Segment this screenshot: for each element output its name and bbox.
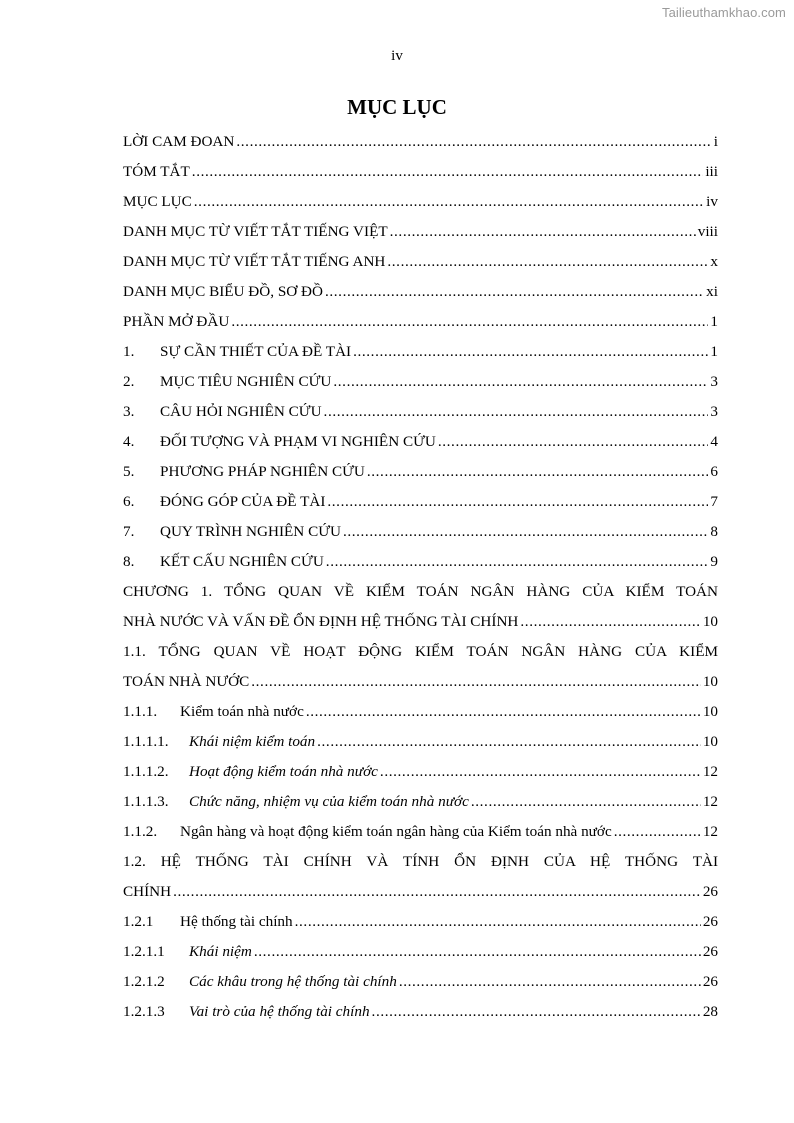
- toc-entry[interactable]: [123, 727, 718, 757]
- toc-entry-title: LỜI CAM ĐOAN: [123, 133, 235, 150]
- toc-entry-number: 1.1.1.: [123, 703, 158, 720]
- toc-entry[interactable]: [123, 667, 718, 697]
- toc-entry-title: Các khâu trong hệ thống tài chính: [189, 973, 397, 990]
- toc-entry-number: 4.: [123, 433, 135, 450]
- toc-entry-page: viii: [697, 223, 718, 240]
- toc-entry-page: 26: [702, 913, 718, 930]
- toc-entry-title: DANH MỤC TỪ VIẾT TẮT TIẾNG ANH: [123, 253, 386, 270]
- toc-entry-page: i: [713, 133, 718, 150]
- toc-entry-page: 1: [710, 313, 718, 330]
- dot-leader: [399, 967, 701, 997]
- toc-entry-number: 1.1.1.1.: [123, 733, 169, 750]
- toc-entry-page: 28: [702, 1003, 718, 1020]
- dot-leader: [327, 487, 708, 517]
- toc-entry-page: iv: [706, 193, 718, 210]
- dot-leader: [343, 517, 708, 547]
- toc-entry-title: DANH MỤC BIỂU ĐỒ, SƠ ĐỒ: [123, 283, 323, 300]
- toc-entry-page: 12: [702, 763, 718, 780]
- toc-entry-title: MỤC TIÊU NGHIÊN CỨU: [160, 373, 332, 390]
- toc-entry[interactable]: [123, 757, 718, 787]
- toc-entry-number: 1.1.2.: [123, 823, 158, 840]
- toc-entry[interactable]: [123, 307, 718, 337]
- dot-leader: [326, 547, 709, 577]
- toc-entry[interactable]: [123, 997, 718, 1027]
- toc-entry[interactable]: [123, 787, 718, 817]
- page-title: MỤC LỤC: [347, 95, 447, 119]
- toc-entry[interactable]: [123, 517, 718, 547]
- toc-entry[interactable]: [123, 877, 718, 907]
- toc-entry-page: 26: [702, 883, 718, 900]
- toc-entry-title: SỰ CẦN THIẾT CỦA ĐỀ TÀI: [160, 343, 352, 360]
- toc-entry[interactable]: [123, 127, 718, 157]
- toc-entry-number: 1.2.1.1: [123, 943, 165, 960]
- toc-entry-page: 7: [710, 493, 718, 510]
- toc-entry[interactable]: [123, 607, 718, 637]
- dot-leader: [192, 157, 704, 187]
- dot-leader: [231, 307, 708, 337]
- toc-entry-title: TÓM TẮT: [123, 163, 190, 180]
- toc-entry-page: 8: [710, 523, 718, 540]
- toc-entry-page: xi: [706, 283, 718, 300]
- toc-entry-title: NHÀ NƯỚC VÀ VẤN ĐỀ ỔN ĐỊNH HỆ THỐNG TÀI CHÍNH: [123, 613, 519, 630]
- toc-entry-title: ĐÓNG GÓP CỦA ĐỀ TÀI: [160, 493, 326, 510]
- table-of-contents: [123, 127, 718, 1027]
- toc-entry-number: 7.: [123, 523, 135, 540]
- toc-entry[interactable]: [123, 427, 718, 457]
- toc-entry[interactable]: [123, 217, 718, 247]
- toc-entry-number: 5.: [123, 463, 135, 480]
- toc-entry-page: 6: [710, 463, 718, 480]
- page-number: iv: [391, 48, 403, 64]
- toc-entry-title: Khái niệm kiểm toán: [189, 733, 316, 750]
- toc-entry-page: 12: [702, 793, 718, 810]
- toc-entry-page: 26: [702, 973, 718, 990]
- toc-entry[interactable]: [123, 247, 718, 277]
- dot-leader: [438, 427, 709, 457]
- toc-entry-title: DANH MỤC TỪ VIẾT TẮT TIẾNG VIỆT: [123, 223, 388, 240]
- dot-leader: [353, 337, 708, 367]
- toc-entry-number: 1.2.1: [123, 913, 154, 930]
- toc-entry[interactable]: [123, 817, 718, 847]
- toc-entry[interactable]: [123, 157, 718, 187]
- dot-leader: [295, 907, 701, 937]
- toc-entry-title: Chức năng, nhiệm vụ của kiểm toán nhà nước: [189, 793, 469, 810]
- toc-entry-title: PHƯƠNG PHÁP NGHIÊN CỨU: [160, 463, 365, 480]
- toc-entry-title: CÂU HỎI NGHIÊN CỨU: [160, 403, 322, 420]
- toc-entry-title: Khái niệm: [189, 943, 252, 960]
- toc-entry-number: 1.1.1.3.: [123, 793, 169, 810]
- toc-entry-page: 4: [710, 433, 718, 450]
- toc-entry-number: 1.2.1.3: [123, 1003, 165, 1020]
- dot-leader: [306, 697, 701, 727]
- toc-entry[interactable]: [123, 967, 718, 997]
- toc-entry[interactable]: [123, 907, 718, 937]
- dot-leader: [254, 937, 701, 967]
- toc-entry-page: 10: [702, 733, 718, 750]
- dot-leader: [520, 607, 700, 637]
- toc-entry-number: 3.: [123, 403, 135, 420]
- toc-entry-page: 10: [702, 703, 718, 720]
- toc-entry-number: 1.2.1.2: [123, 973, 165, 990]
- toc-entry[interactable]: [123, 697, 718, 727]
- toc-entry-title: TOÁN NHÀ NƯỚC: [123, 673, 250, 690]
- toc-entry-number: 6.: [123, 493, 135, 510]
- toc-entry-title: KẾT CẤU NGHIÊN CỨU: [160, 553, 324, 570]
- toc-entry-page: 26: [702, 943, 718, 960]
- watermark: Tailieuthamkhao.com: [661, 5, 786, 20]
- toc-entry-title: CHÍNH: [123, 883, 172, 900]
- toc-entry-page: 12: [702, 823, 718, 840]
- dot-leader: [372, 997, 701, 1027]
- dot-leader: [333, 367, 708, 397]
- dot-leader: [367, 457, 709, 487]
- dot-leader: [390, 217, 696, 247]
- toc-entry[interactable]: [123, 487, 718, 517]
- toc-entry-number: 1.1.1.2.: [123, 763, 169, 780]
- toc-entry-heading-line[interactable]: 1.2. HỆ THỐNG TÀI CHÍNH VÀ TÍNH ỔN ĐỊNH CỦA HỆ THỐNG TÀI: [123, 853, 718, 870]
- toc-entry[interactable]: [123, 187, 718, 217]
- dot-leader: [194, 187, 704, 217]
- toc-entry-title: Hệ thống tài chính: [180, 913, 293, 930]
- toc-entry-page: 3: [710, 373, 718, 390]
- toc-entry-heading-line[interactable]: 1.1. TỔNG QUAN VỀ HOẠT ĐỘNG KIỂM TOÁN NGÂN HÀNG CỦA KIỂM: [123, 643, 718, 660]
- toc-entry[interactable]: [123, 937, 718, 967]
- toc-entry[interactable]: [123, 277, 718, 307]
- toc-entry-page: x: [710, 253, 718, 270]
- dot-leader: [251, 667, 701, 697]
- dot-leader: [236, 127, 711, 157]
- toc-entry-number: 1.: [123, 343, 135, 360]
- toc-entry[interactable]: [123, 337, 718, 367]
- dot-leader: [614, 817, 701, 847]
- toc-entry-page: 3: [710, 403, 718, 420]
- toc-entry-page: iii: [705, 163, 718, 180]
- toc-entry-title: MỤC LỤC: [123, 193, 192, 210]
- toc-entry-page: 9: [710, 553, 718, 570]
- toc-entry-title: QUY TRÌNH NGHIÊN CỨU: [160, 523, 341, 540]
- toc-entry-title: Ngân hàng và hoạt động kiểm toán ngân hàng của Kiểm toán nhà nước: [180, 823, 612, 840]
- toc-entry-title: Vai trò của hệ thống tài chính: [189, 1003, 370, 1020]
- dot-leader: [325, 277, 704, 307]
- dot-leader: [324, 397, 709, 427]
- dot-leader: [173, 877, 701, 907]
- toc-entry-page: 10: [702, 613, 718, 630]
- toc-entry-title: PHẦN MỞ ĐẦU: [123, 313, 230, 330]
- toc-entry-number: 2.: [123, 373, 135, 390]
- dot-leader: [471, 787, 701, 817]
- dot-leader: [317, 727, 701, 757]
- toc-entry-page: 1: [710, 343, 718, 360]
- toc-entry-number: 8.: [123, 553, 135, 570]
- toc-entry-title: Kiểm toán nhà nước: [180, 703, 304, 720]
- dot-leader: [380, 757, 701, 787]
- toc-entry[interactable]: [123, 457, 718, 487]
- toc-entry-heading-line[interactable]: CHƯƠNG 1. TỔNG QUAN VỀ KIỂM TOÁN NGÂN HÀNG CỦA KIỂM TOÁN: [123, 583, 718, 600]
- toc-entry[interactable]: [123, 367, 718, 397]
- toc-entry[interactable]: [123, 397, 718, 427]
- toc-entry-page: 10: [702, 673, 718, 690]
- dot-leader: [387, 247, 708, 277]
- toc-entry[interactable]: [123, 547, 718, 577]
- toc-entry-title: Hoạt động kiểm toán nhà nước: [189, 763, 378, 780]
- toc-entry-title: ĐỐI TƯỢNG VÀ PHẠM VI NGHIÊN CỨU: [160, 433, 436, 450]
